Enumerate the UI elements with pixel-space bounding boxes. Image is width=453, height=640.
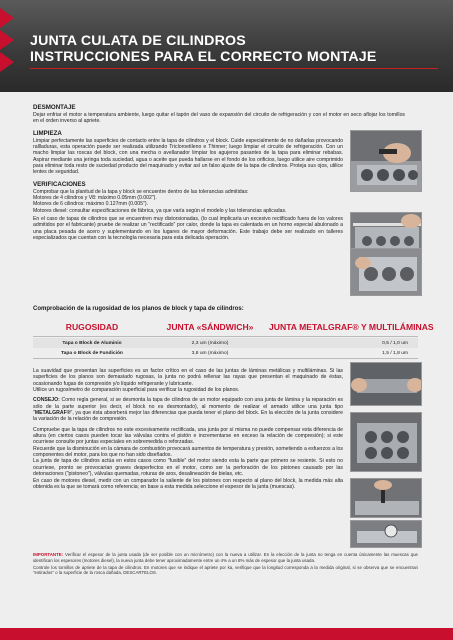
importante-label: IMPORTANTE: <box>33 552 64 557</box>
suavidad-text: La suavidad que presentan las superficies es un factor crítico en el caso de las juntas de láminas metálicas y multiláminas. Si las superficies de los planos son demasiado rugosas, la junta no podrá rellenar las rayas que presentan el maquinado de éstas, ocasionando fugas de compresión y/o líquido refrigerante y lubricante. <box>33 368 343 387</box>
verificaciones-title: VERIFICACIONES <box>33 180 86 188</box>
importante-text-2: Controle los tornillos de apriete de la tapa de cilindros. En motores que se indique el apriete por ka, verifique que la longitud corresponda a la medida original, si se observa que se encuentran "estirados" o la superficie de la rosca dañada, DESCARTELOS. <box>33 564 418 576</box>
rugosimetro-text: Utilice un rugosímetro de comparación superficial para verificar la rugosidad de los planos. <box>33 387 240 394</box>
header-junta-sandwich: JUNTA «SÁNDWICH» <box>166 322 254 332</box>
verificaciones-line-2: Motores de 4 cilindros y V8: máximo 0.05mm (0.002"). <box>33 195 157 202</box>
consejo-p4: La junta de tapa de cilindros actúa en estos casos como "fusible" del motor siendo esta la parte que primero se resiente. Si esto no ocurriese, pronto se provocarían graves desperfectos en el motor, como ser la perforación de los pistones causado por las detonaciones ("pistoneo"), válvulas quemadas, roturas de aros, desalineación de bielas, etc. <box>33 458 343 478</box>
consejo-label: CONSEJO: <box>33 397 60 404</box>
consejo-paragraph <box>33 397 343 422</box>
consejo-p5: En caso de motores diesel, medir con un comparador la saliente de los pistones con respecto al plano del block, la medida más alta obtenida es la que se tomará como referencia; en base a esta medida seleccione el espesor de la junta (muescas). <box>33 477 343 490</box>
importante-text: Verificar el espesor de la junta usada (de ser posible con un micrómetro) con la nueva a utilizar. En la elección de la junta no tenga en cuenta únicamente las muescas que identifican los espesores (motores diesel), la nueva junta debe tener aproximadamente entre un 4% a un 8% más de espesor que la junta usada. <box>33 552 418 563</box>
page-header <box>0 0 453 92</box>
consejo-text-b: ", ya que ésta absorberá mejor las diferencias que pueda tener el plano del block. En la elección de la junta considere la variación de la relación de compresión. <box>33 410 343 423</box>
piston-measure-image <box>351 521 422 548</box>
rugosidad-table-title: Comprobación de la rugosidad de los planos de block y tapa de cilindros: <box>33 306 244 312</box>
limpieza-title: LIMPIEZA <box>33 129 62 137</box>
consejo-text-a: Como regla general, si se desmonta la tapa de cilindros de un motor equipado con una junta de lámina y la reparación es sólo de la parte superior (es decir, el block no es desmontado), al momento de realizar el armado utilice una junta tipo " <box>33 397 343 417</box>
verificaciones-para-2: En el caso de tapas de cilindros que se encuentren muy distorsionadas, (lo cual implicaría un excesivo rectificado fuera de los valores admitidos por el fabricante) pruebe de realizar un "rectificado" por calor, donde la tapa es calentada en un horno especial abulonado a una placa pesada de acero y suplementando en los lugares de mayor deformación. Este trabajo debe ser realizado en talleres especializados que cuentan con la tecnología necesaria para esta delicada operación. <box>33 216 343 242</box>
row-2-material: Tapa o Block de Fundición <box>61 350 123 356</box>
title-underline <box>30 68 438 69</box>
block-measure-image <box>351 249 422 296</box>
rugosidad-table-header <box>33 318 434 336</box>
verificaciones-line-4: Motores diesel: consultar especificaciones de fábrica, ya que varía según el modelo y las tolerancias aplicadas. <box>33 207 287 214</box>
row-1-material: Tapa o Block de Aluminio <box>62 340 122 346</box>
row-2-metalgraf: 1,5 / 1,8 um <box>382 350 408 356</box>
footer-bar <box>0 628 453 640</box>
photo-block-measure <box>350 248 422 296</box>
consejo-p2: Compruebe que la tapa de cilindros no este excesivamente rectificada, una junta por sí misma no puede compensar esta diferencia de altura (en ciertos casos pueden tocar las válvulas contra el pistón e incrementarse en exceso la relación de compresión); si este ocurriese consulte por juntas especiales en sobremedida o reforzadas. <box>33 426 343 446</box>
lower-body <box>33 368 343 490</box>
table-divider <box>33 336 418 337</box>
importante-paragraph <box>33 552 418 563</box>
metalgraf-brand: METALGRAF® <box>34 410 71 417</box>
header-junta-metalgraf: JUNTA METALGRAF® Y MULTILÁMINAS <box>269 322 434 332</box>
title-line-2: INSTRUCCIONES PARA EL CORRECTO MONTAJE <box>30 49 377 65</box>
verificaciones-line-3: Motores de 6 cilindros: máximo 0.127mm (0.005"). <box>33 201 148 208</box>
photo-piston-measure <box>350 520 422 548</box>
table-row <box>33 338 418 348</box>
head-assembly-image <box>351 413 422 472</box>
photo-gasket-handling <box>350 362 422 406</box>
photo-head-assembly <box>350 412 422 472</box>
title-line-1: JUNTA CULATA DE CILINDROS <box>30 33 246 49</box>
table-divider <box>33 358 418 359</box>
torque-image <box>351 479 422 518</box>
photo-cleaning-block <box>350 130 422 192</box>
importante-note <box>33 552 418 577</box>
row-1-metalgraf: 0,5 / 1,0 um <box>382 340 408 346</box>
row-2-sandwich: 3,8 um (máximo) <box>191 350 229 356</box>
page-title <box>30 33 377 65</box>
gasket-image <box>351 363 422 406</box>
verificaciones-line-1: Comprobar que la planitud de la tapa y block se encuentre dentro de las tolerancias admitidas: <box>33 188 249 195</box>
table-row <box>33 348 418 358</box>
desmontaje-title: DESMONTAJE <box>33 104 76 111</box>
header-rugosidad: RUGOSIDAD <box>65 322 119 332</box>
photo-torque-check <box>350 478 422 518</box>
limpieza-text: Limpiar perfectamente las superficies de contacto entre la tapa de cilindros y el block. Cuide especialmente de no dañarlas provocando rallladuras, esta operación puede ser realizada utilizando Tricloroetileno e Thinner; luego limpiar el circuito de refrigeración. Con un macho limpiar las roscas del block, con una mecha o avellanador limpiar los agujeros pasantes de la tapa para eliminar rebabas. Aspirar mediante una jeringa toda suciedad, agua o aceite que pueda hallarse en el fondo de los orificios, luego utilice aire comprimido para eliminar toda resto de suciedad producto del maquinado y evitar así un falso ajuste de la tapa de cilindros. Proteja sus ojos, utilice lentes de seguridad. <box>33 137 343 176</box>
row-1-sandwich: 2,3 um (máximo) <box>191 340 229 346</box>
desmontaje-text: Dejar enfriar el motor a temperatura ambiente, luego quitar el tapón del vaso de expansión del circuito de refrigeración y con el motor en seco aflojar los tornillos en el orden inverso al apriete. <box>33 112 405 125</box>
consejo-p3: Recuerde que la disminución en la cámara de combustión provocará aumentos de temperatura y presión, sometiendo a esfuerzos a los componentes del motor, para los que no han sido diseñados. <box>33 445 343 459</box>
brand-stripes-icon <box>0 0 22 92</box>
instructions-body <box>33 104 405 242</box>
engine-block-image <box>351 131 422 192</box>
